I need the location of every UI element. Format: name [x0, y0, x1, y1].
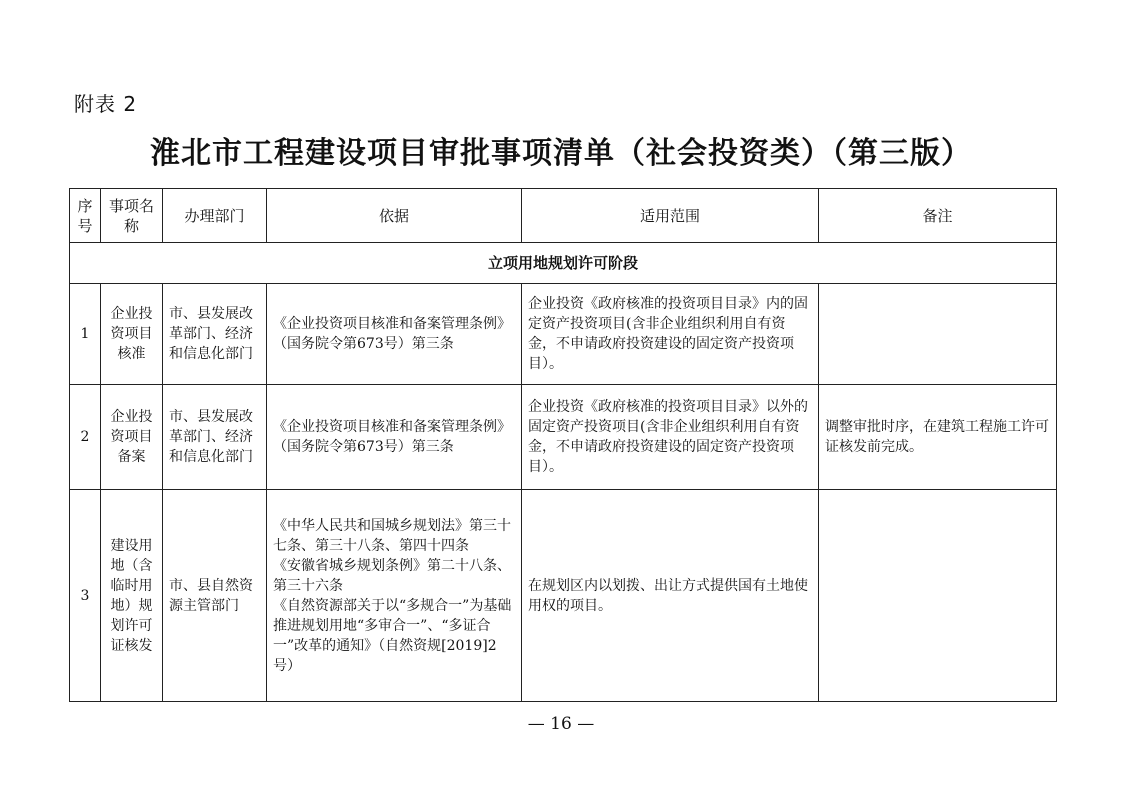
- document-title: 淮北市工程建设项目审批事项清单（社会投资类）（第三版）: [150, 136, 972, 171]
- basis-line: 《企业投资项目核准和备案管理条例》（国务院令第673号）第三条: [273, 316, 511, 352]
- header-seq: 序号: [70, 189, 101, 243]
- page-number: — 16 —: [527, 714, 595, 734]
- header-department: 办理部门: [163, 189, 267, 243]
- row-department: 市、县发展改革部门、经济和信息化部门: [163, 284, 267, 385]
- row-seq: 1: [70, 284, 101, 385]
- header-note: 备注: [819, 189, 1057, 243]
- table-row: [70, 385, 1057, 490]
- table-row: [70, 284, 1057, 385]
- row-scope: 企业投资《政府核准的投资项目目录》以外的固定资产投资项目(含非企业组织利用自有资金，不申请政府投资建设的固定资产投资项目）。: [522, 385, 819, 490]
- basis-line: 《自然资源部关于以“多规合一”为基础推进规划用地“多审合一”、“多证合一”改革的通知》（自然资规[2019]2号）: [273, 597, 512, 674]
- header-basis: 依据: [267, 189, 522, 243]
- basis-line: 《中华人民共和国城乡规划法》第三十七条、第三十八条、第四十四条: [273, 517, 511, 554]
- row-basis: [267, 284, 522, 385]
- row-note: [819, 490, 1057, 702]
- row-item-name: 企业投资项目备案: [101, 385, 163, 490]
- row-department: 市、县自然资源主管部门: [163, 490, 267, 702]
- annex-label: 附表 2: [74, 92, 138, 116]
- basis-line: 《安徽省城乡规划条例》第二十八条、第三十六条: [273, 557, 511, 594]
- row-basis: [267, 385, 522, 490]
- row-note: [819, 284, 1057, 385]
- row-note: 调整审批时序，在建筑工程施工许可证核发前完成。: [819, 385, 1057, 490]
- header-scope: 适用范围: [522, 189, 819, 243]
- row-department: 市、县发展改革部门、经济和信息化部门: [163, 385, 267, 490]
- row-item-name: 建设用地（含临时用地）规划许可证核发: [101, 490, 163, 702]
- row-scope: 在规划区内以划拨、出让方式提供国有土地使用权的项目。: [522, 490, 819, 702]
- basis-line: 《企业投资项目核准和备案管理条例》（国务院令第673号）第三条: [273, 419, 511, 455]
- header-item-name: 事项名称: [101, 189, 163, 243]
- table-row: [70, 490, 1057, 702]
- row-scope: 企业投资《政府核准的投资项目目录》内的固定资产投资项目(含非企业组织利用自有资金，不申请政府投资建设的固定资产投资项目）。: [522, 284, 819, 385]
- stage-title: 立项用地规划许可阶段: [70, 243, 1057, 284]
- approval-items-table: [69, 188, 1057, 702]
- row-basis: [267, 490, 522, 702]
- row-item-name: 企业投资项目核准: [101, 284, 163, 385]
- table-header-row: [70, 189, 1057, 243]
- stage-row: [70, 243, 1057, 284]
- row-seq: 2: [70, 385, 101, 490]
- row-seq: 3: [70, 490, 101, 702]
